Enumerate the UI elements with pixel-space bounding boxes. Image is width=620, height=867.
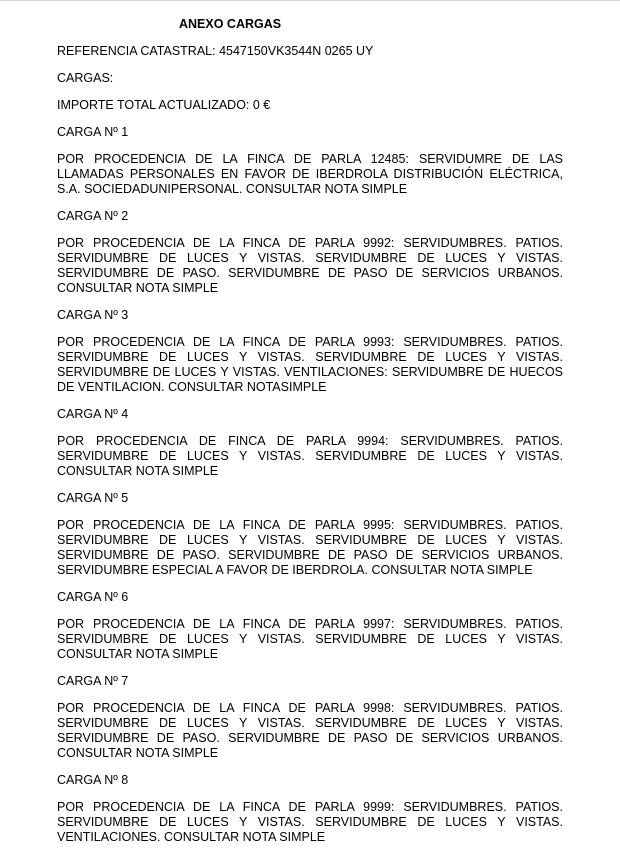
carga-text: POR PROCEDENCIA DE FINCA DE PARLA 9994: SERVIDUMBRES. PATIOS. SERVIDUMBRE DE LUCES Y VISTAS. SERVIDUMBRE DE LUCES Y VISTAS. CONSULTAR NOTA SIMPLE (57, 434, 563, 478)
carga-text: POR PROCEDENCIA DE LA FINCA DE PARLA 9997: SERVIDUMBRES. PATIOS. SERVIDUMBRE DE LUCES Y VISTAS. SERVIDUMBRE DE LUCES Y VISTAS. CONSULTAR NOTA SIMPLE (57, 617, 563, 661)
carga-7 (57, 674, 563, 761)
carga-text: POR PROCEDENCIA DE LA FINCA DE PARLA 12485: SERVIDUMRE DE LAS LLAMADAS PERSONALES EN FAVOR DE IBERDROLA DISTRIBUCIÓN ELÉCTRICA, S.A. SOCIEDADUNIPERSONAL. CONSULTAR NOTA SIMPLE (57, 152, 563, 196)
carga-1 (57, 125, 563, 197)
carga-6 (57, 590, 563, 662)
carga-heading: CARGA Nº 8 (57, 773, 129, 787)
carga-text: POR PROCEDENCIA DE LA FINCA DE PARLA 9998: SERVIDUMBRES. PATIOS. SERVIDUMBRE DE LUCES Y VISTAS. SERVIDUMBRE DE LUCES Y VISTAS. SERVIDUMBRE DE PASO. SERVIDUMBRE DE PASO DE SERVICIOS URBANOS. CONSULTAR NOTA SIMPLE (57, 701, 563, 760)
carga-heading: CARGA Nº 5 (57, 491, 129, 505)
carga-heading: CARGA Nº 1 (57, 125, 129, 139)
carga-heading: CARGA Nº 4 (57, 407, 129, 421)
cargas-label: CARGAS: (57, 71, 114, 85)
carga-text: POR PROCEDENCIA DE LA FINCA DE PARLA 9993: SERVIDUMBRES. PATIOS. SERVIDUMBRE DE LUCES Y VISTAS. SERVIDUMBRE DE LUCES Y VISTAS. SERVIDUMBRE DE LUCES Y VISTAS. VENTILACIONES: SERVIDUMBRE DE HUECOS DE VENTILACION. CONSULTAR NOTASIMPLE (57, 335, 563, 394)
document-title: ANEXO CARGAS (179, 17, 282, 31)
carga-5 (57, 491, 563, 578)
carga-3 (57, 308, 563, 395)
carga-2 (57, 209, 563, 296)
carga-8 (57, 773, 563, 845)
carga-heading: CARGA Nº 7 (57, 674, 129, 688)
carga-text: POR PROCEDENCIA DE LA FINCA DE PARLA 9992: SERVIDUMBRES. PATIOS. SERVIDUMBRE DE LUCES Y VISTAS. SERVIDUMBRE DE LUCES Y VISTAS. SERVIDUMBRE DE PASO. SERVIDUMBRE DE PASO DE SERVICIOS URBANOS. CONSULTAR NOTA SIMPLE (57, 236, 563, 295)
carga-text: POR PROCEDENCIA DE LA FINCA DE PARLA 9999: SERVIDUMBRES. PATIOS. SERVIDUMBRE DE LUCES Y VISTAS. SERVIDUMBRE DE LUCES Y VISTAS. VENTILACIONES. CONSULTAR NOTA SIMPLE (57, 800, 563, 844)
referencia-catastral: REFERENCIA CATASTRAL: 4547150VK3544N 0265 UY (57, 44, 374, 58)
carga-text: POR PROCEDENCIA DE LA FINCA DE PARLA 9995: SERVIDUMBRES. PATIOS. SERVIDUMBRE DE LUCES Y VISTAS. SERVIDUMBRE DE LUCES Y VISTAS. SERVIDUMBRE DE PASO. SERVIDUMBRE DE PASO DE SERVICIOS URBANOS. SERVIDUMBRE ESPECIAL A FAVOR DE IBERDROLA. CONSULTAR NOTA SIMPLE (57, 518, 563, 577)
carga-heading: CARGA Nº 3 (57, 308, 129, 322)
carga-heading: CARGA Nº 6 (57, 590, 129, 604)
carga-4 (57, 407, 563, 479)
importe-total: IMPORTE TOTAL ACTUALIZADO: 0 € (57, 98, 271, 112)
carga-heading: CARGA Nº 2 (57, 209, 129, 223)
